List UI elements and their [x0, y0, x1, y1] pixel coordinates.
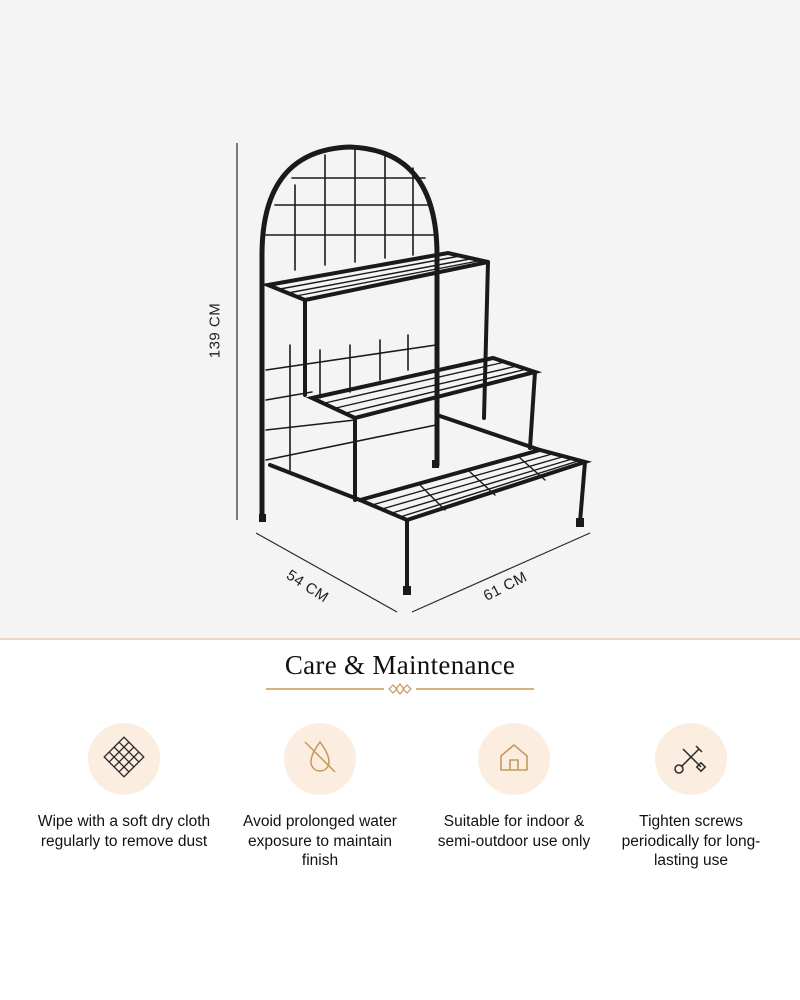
icon-circle	[478, 723, 550, 795]
depth-dimension-label: 54 CM	[283, 566, 332, 607]
ornament-divider	[266, 682, 534, 696]
care-item	[225, 723, 415, 871]
care-item	[419, 723, 609, 851]
icon-circle	[284, 723, 356, 795]
care-item-text: Wipe with a soft dry cloth regularly to remove dust	[37, 813, 211, 850]
care-item-text: Tighten screws periodically for long-lasting use	[621, 813, 761, 869]
stand-frame	[262, 147, 585, 590]
width-dimension-line	[412, 533, 590, 612]
no-water-drop-icon	[297, 734, 343, 785]
care-section	[0, 640, 800, 1000]
house-icon	[491, 734, 537, 785]
care-features	[0, 723, 800, 923]
icon-circle	[88, 723, 160, 795]
wrench-screwdriver-icon	[668, 734, 714, 785]
care-item-text: Avoid prolonged water exposure to maintain finish	[243, 813, 397, 869]
height-dimension-label: 139 CM	[206, 302, 224, 359]
width-dimension-label: 61 CM	[480, 568, 531, 605]
depth-dimension-line	[256, 533, 397, 612]
care-item	[596, 723, 786, 871]
care-item-text: Suitable for indoor & semi-outdoor use only	[437, 813, 591, 850]
care-title: Care & Maintenance	[284, 650, 516, 680]
care-item	[29, 723, 219, 851]
mesh-cloth-icon	[101, 734, 147, 785]
icon-circle	[655, 723, 727, 795]
